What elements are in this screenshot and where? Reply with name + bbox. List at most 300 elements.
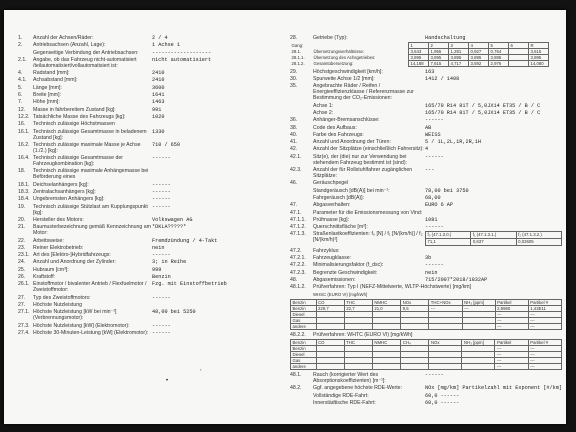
field-label: Prüfverfahren: WHTC (EURO VI) [mg/kWh] xyxy=(313,331,413,338)
field-label: Deichselanhängers [kg]: xyxy=(33,181,89,188)
field-label: Fahrzyklus: xyxy=(313,247,340,254)
field-label: Begrenzte Geschwindigkeit: xyxy=(313,269,378,276)
table-cell: 0,02605 xyxy=(516,239,561,246)
field-number: 7. xyxy=(18,99,23,106)
gear-ratio: 3,592 xyxy=(469,61,489,67)
whtc-test xyxy=(290,332,562,370)
field-number: 12. xyxy=(18,106,26,113)
field-label: Anhänger-Bremsanschlüsse: xyxy=(313,117,380,124)
gear-ratio: 3,895 xyxy=(429,55,449,61)
field-number: 38. xyxy=(290,124,298,131)
field-value: Fzg. mit Einstoffbetrieb xyxy=(152,281,227,288)
table-header-cell: NH₃ [ppm] xyxy=(462,340,495,346)
field-value: 48,00 bei 5250 xyxy=(152,309,196,316)
left-row xyxy=(18,323,280,329)
field-number: 47.1.1. xyxy=(290,216,306,223)
field-value: ------------------- xyxy=(152,49,212,56)
left-row xyxy=(18,204,280,216)
field-value: Handschaltung xyxy=(425,35,466,41)
field-number: 27. xyxy=(18,294,26,301)
table-cell: Gas xyxy=(291,317,317,323)
gear-ratio xyxy=(509,61,529,67)
gear-ratio: 3,895 xyxy=(529,55,549,61)
emissions-table xyxy=(290,339,562,370)
field-number: 2.1. xyxy=(18,56,27,63)
left-row xyxy=(18,330,280,336)
table-cell: --- xyxy=(528,323,561,329)
field-value: ------ xyxy=(152,196,171,203)
field-label: Arbeitsweise: xyxy=(33,237,64,244)
test-heading xyxy=(290,284,562,290)
field-number: 47.1.3. xyxy=(290,231,306,238)
document-page xyxy=(4,10,566,424)
field-value: ------ xyxy=(152,189,171,196)
right-row xyxy=(290,117,562,123)
field-number: 47. xyxy=(290,202,298,209)
field-number: 18. xyxy=(18,168,26,175)
right-row xyxy=(290,393,562,399)
field-number: 36. xyxy=(290,117,298,124)
field-label: Höchste Nutzleistung [kW bei min⁻¹] (Verbrennungsmotor): xyxy=(33,309,117,322)
right-row xyxy=(290,224,562,230)
field-label: Länge [mm]: xyxy=(33,84,62,91)
gear-number: 5 xyxy=(489,43,509,49)
left-row xyxy=(18,42,280,48)
field-label: Prüfverfahren: Typ I (NEFZ-Mittelwerte, WLTP-Höchstwerte) [mg/km] xyxy=(313,284,472,291)
right-row xyxy=(290,125,562,131)
field-value: 2 / 4 xyxy=(152,35,168,41)
table-cell: --- xyxy=(528,346,561,352)
field-value: --- xyxy=(425,167,435,174)
field-value: *DKLA?????* xyxy=(152,224,187,231)
left-row xyxy=(18,114,280,120)
table-header-cell: Partikel xyxy=(495,299,528,305)
field-number: 20. xyxy=(18,216,26,223)
left-row xyxy=(18,259,280,265)
field-number: 27. xyxy=(18,301,26,308)
gear-ratio: 3,895 xyxy=(469,55,489,61)
field-number: 19. xyxy=(18,203,26,210)
field-label: Technisch zulässige Gesamtmasse der Fahrzeugkombination [kg]: xyxy=(33,155,123,168)
field-label: Höchste Nutzleistung [kW] (Elektromotor): xyxy=(33,322,130,329)
field-value: 78,00 bei 3750 xyxy=(425,187,469,194)
table-cell: --- xyxy=(429,305,462,311)
field-number: 30. xyxy=(290,76,298,83)
left-row xyxy=(18,99,280,105)
resistance-row xyxy=(290,231,562,246)
gear-ratio: 0,764 xyxy=(489,49,509,55)
right-row xyxy=(290,154,562,166)
field-label: WHSC (EURO VI) [mg/kWh] xyxy=(313,291,368,297)
type-1-test xyxy=(290,284,562,330)
gear-ratio: 3,895 xyxy=(489,55,509,61)
field-value: 60,0 ------ xyxy=(425,392,460,399)
field-label: Spurweite Achse 1/2 [mm]: xyxy=(313,76,375,83)
left-row xyxy=(18,309,280,321)
table-cell xyxy=(462,323,495,329)
field-number: 42. xyxy=(290,146,298,153)
left-row xyxy=(18,35,280,41)
field-label: Gegenseitige Verbindung der Antriebsachsen: xyxy=(33,49,139,56)
gear-number: 6 xyxy=(509,43,529,49)
field-number: 12.2. xyxy=(18,113,30,120)
table-cell: Benzin xyxy=(291,305,317,311)
right-row xyxy=(290,270,562,276)
gear-label: Gang: xyxy=(291,43,304,49)
field-label: Rauch (korrigierter Wert des Absorptionskoeffizienten) [m⁻¹]: xyxy=(313,372,386,385)
field-number: 6. xyxy=(18,92,23,99)
field-label: Querschnittsfläche [m²]: xyxy=(313,224,368,231)
field-number: 46. xyxy=(290,180,298,187)
right-row xyxy=(290,110,562,116)
right-row xyxy=(290,195,562,201)
field-label: Innerstädtische RDE-Fahrt: xyxy=(313,400,376,406)
field-value: ------ xyxy=(152,322,171,329)
field-value: AB xyxy=(425,124,432,131)
field-label: Gesamtübersetzung: xyxy=(313,61,354,67)
field-label: Vollständige RDE-Fahrt: xyxy=(313,392,369,399)
page-mark: , xyxy=(200,366,202,372)
table-cell: --- xyxy=(528,317,561,323)
field-label: Breite [mm]: xyxy=(33,92,61,99)
right-row xyxy=(290,69,562,75)
right-row xyxy=(290,202,562,208)
table-cell xyxy=(429,364,462,370)
field-label: Anzahl der Sitzplätze (einschließlich Fahrersitz): xyxy=(313,146,424,153)
field-label: Höchstgeschwindigkeit [km/h]: xyxy=(313,68,383,75)
gear-number: 4 xyxy=(469,43,489,49)
field-label: Technisch zulässige maximale Masse je Achse (1./2.) [kg]: xyxy=(33,141,141,154)
test-heading xyxy=(290,332,562,338)
left-row xyxy=(18,107,280,113)
right-row xyxy=(290,217,562,223)
left-row xyxy=(18,85,280,91)
field-value: 165/70 R14 81T / 5,0JX14 ET35 / B / C xyxy=(425,102,541,109)
field-label: Farbe des Fahrzeugs: xyxy=(313,131,364,138)
right-row xyxy=(290,188,562,194)
field-label: Fahrzeugklasse: xyxy=(313,255,352,262)
table-cell: Diesel xyxy=(291,311,317,317)
field-label: Technisch zulässige Höchstmassen xyxy=(33,121,115,128)
field-number: 18.1. xyxy=(18,181,30,188)
field-label: Anzahl und Anordnung der Türen: xyxy=(313,139,391,146)
table-header-cell: THC xyxy=(344,299,372,305)
field-label: Einstoffmotor / bivalenter Antrieb / Flexfuelmotor / Zweistoffmotor: xyxy=(33,281,147,294)
table-cell: --- xyxy=(528,358,561,364)
table-cell: --- xyxy=(495,346,528,352)
field-value: ------ xyxy=(152,329,171,336)
right-row xyxy=(290,210,562,216)
field-value: ------ xyxy=(152,294,171,301)
field-number: 47.1. xyxy=(290,209,302,216)
field-value: Fremdzündung / 4-Takt xyxy=(152,237,218,244)
field-number: 27.3. xyxy=(18,322,30,329)
table-cell xyxy=(316,364,344,370)
field-number: 16.4. xyxy=(18,155,30,162)
field-value: 1463 xyxy=(152,99,165,106)
field-label: Baumusterbezeichnung gemäß Kennzeichnung am Motor: xyxy=(33,224,151,237)
right-row xyxy=(290,146,562,152)
field-number: 22. xyxy=(18,237,26,244)
field-label: Radstand [mm]: xyxy=(33,70,70,77)
gear-ratio: 14,188 xyxy=(409,61,429,67)
field-label: Anzahl und Anordnung der Zylinder: xyxy=(33,259,116,266)
field-value: 1412 / 1408 xyxy=(425,76,460,83)
field-number: 42.3. xyxy=(290,167,302,174)
field-value: ------ xyxy=(152,203,171,210)
table-header-row xyxy=(426,232,562,239)
gear-ratio: 4,717 xyxy=(449,61,469,67)
field-label: Typ des Zweistoffmotors: xyxy=(33,294,91,301)
gear-ratio: 1,955 xyxy=(429,49,449,55)
gear-row xyxy=(290,61,549,67)
field-label: Parameter für die Emissionsmessung von Vind: xyxy=(313,209,423,216)
table-cell: --- xyxy=(528,364,561,370)
page-mark: • xyxy=(166,378,169,384)
field-number: 48. xyxy=(290,276,298,283)
left-row xyxy=(18,92,280,98)
table-header-cell: Partikel # xyxy=(528,340,561,346)
table-cell: 22,7 xyxy=(344,305,372,311)
right-row xyxy=(290,248,562,254)
field-number: 5. xyxy=(18,84,23,91)
left-row xyxy=(18,224,280,236)
gear-ratio: 3,615 xyxy=(529,49,549,55)
left-row xyxy=(18,121,280,127)
table-cell: 229,7 xyxy=(316,305,344,311)
left-row xyxy=(18,295,280,301)
field-number: 35. xyxy=(290,83,298,90)
field-number: 23. xyxy=(18,244,26,251)
table-cell: Diesel xyxy=(291,352,317,358)
field-number: 47.2. xyxy=(290,247,302,254)
gear-number: 2 xyxy=(429,43,449,49)
field-value: ------ xyxy=(152,155,171,162)
field-label: Straßenlastkoeffizienten: f₀ [N] / f₁ [N/(km/h)] / f₂ [N/(km/h)²] xyxy=(313,231,423,244)
field-number: 48.2. xyxy=(290,385,302,392)
table-header-cell: f₀ (47.1.3.0.) xyxy=(426,232,471,239)
table-cell: --- xyxy=(528,352,561,358)
field-label: Übersetzungsverhältnisse: xyxy=(313,49,365,55)
field-label: Minimalisierungsfaktor (f_dsc): xyxy=(313,262,384,269)
field-value: 68,00 xyxy=(425,194,441,201)
table-cell xyxy=(372,364,400,370)
field-label: Ggf. angegebene höchste RDE-Werte: xyxy=(313,385,403,392)
gear-ratio: 2,976 xyxy=(489,61,509,67)
field-number: 23.1. xyxy=(18,252,30,259)
field-label: Art des [Elektro-]Hybridfahrzeugs: xyxy=(33,252,111,259)
field-number: 26. xyxy=(18,274,26,281)
table-cell: --- xyxy=(495,317,528,323)
left-row xyxy=(18,129,280,141)
field-label: Reiner Elektrobetrieb: xyxy=(33,244,84,251)
field-number: 4. xyxy=(18,70,23,77)
gear-ratio: 1,281 xyxy=(449,49,469,55)
table-header-cell: THC+NOx xyxy=(429,299,462,305)
left-row xyxy=(18,70,280,76)
field-label: Antriebsachsen (Anzahl, Lage): xyxy=(33,42,106,49)
table-header-cell: f₁ (47.1.3.1.) xyxy=(471,232,516,239)
table-header-cell: f₂ (47.1.3.2.) xyxy=(516,232,561,239)
field-value: 1641 xyxy=(152,92,165,99)
table-header-cell: THC xyxy=(344,340,372,346)
field-value: ------ xyxy=(152,252,171,259)
table-cell: 0,637 xyxy=(471,239,516,246)
gear-ratio: 3,643 xyxy=(409,49,429,55)
field-number: 16.1. xyxy=(18,128,30,135)
gear-table xyxy=(290,42,549,67)
field-number: 48.1. xyxy=(290,372,302,379)
table-header-cell: CH₄ xyxy=(401,340,429,346)
field-number: 41. xyxy=(290,139,298,146)
field-value: 163 xyxy=(425,68,435,75)
field-number: 25. xyxy=(18,266,26,273)
field-label: Zentralachsanhängers [kg]: xyxy=(33,189,96,196)
table-cell xyxy=(372,323,400,329)
gear-ratio: 7,615 xyxy=(429,61,449,67)
field-value: EURO 6 AP xyxy=(425,202,454,209)
left-row xyxy=(18,281,280,293)
field-number: 47.2.3. xyxy=(290,269,306,276)
field-label: Masse in fahrbereitem Zustand [kg]: xyxy=(33,106,116,113)
field-label: Technisch zulässige Stützlast am Kupplungspunkt [kg]: xyxy=(33,203,148,216)
table-cell: --- xyxy=(495,323,528,329)
field-value: Volkswagen AG xyxy=(152,216,193,223)
test-subheading xyxy=(290,292,562,298)
field-label: Anzahl der für Rollstuhlfahrer zugänglichen Sitzplätze: xyxy=(313,167,413,180)
field-number: 2. xyxy=(18,42,23,49)
field-number: 42.1. xyxy=(290,153,302,160)
left-row xyxy=(18,267,280,273)
field-number: 28.1.2. xyxy=(291,61,305,67)
table-row xyxy=(291,323,562,329)
field-label: Anzahl der Achsen/Räder: xyxy=(33,35,94,41)
field-value: 3; in Reihe xyxy=(152,259,187,266)
field-value: ------ xyxy=(425,117,444,124)
field-value: ------ xyxy=(152,181,171,188)
field-value: ------ xyxy=(425,262,444,269)
right-row xyxy=(290,385,562,391)
field-label: Code des Aufbaus: xyxy=(313,124,357,131)
field-label: Abgasemissionen: xyxy=(313,276,356,283)
table-header-cell: Benzin xyxy=(291,340,317,346)
resistance-values xyxy=(425,231,562,246)
field-number: 28.1. xyxy=(291,49,302,55)
right-row xyxy=(290,167,562,179)
field-value: ------ xyxy=(425,224,444,231)
field-label: Technisch zulässige Gesamtmasse in beladenem Zustand [kg]: xyxy=(33,128,147,141)
field-number: 27.4. xyxy=(18,329,30,336)
table-cell: --- xyxy=(528,311,561,317)
field-value: 715/2007*2018/1832AP xyxy=(425,276,488,283)
table-header-cell: Partikel # xyxy=(528,299,561,305)
field-value: 1330 xyxy=(152,128,165,135)
table-cell: --- xyxy=(495,352,528,358)
table-cell: 71,1 xyxy=(426,239,471,246)
table-row xyxy=(426,239,562,246)
field-value: WEISS xyxy=(425,131,441,138)
right-row xyxy=(290,180,562,186)
field-value: 710 / 650 xyxy=(152,141,181,148)
field-value: nein xyxy=(425,269,438,276)
field-number: 4.1. xyxy=(18,77,27,84)
field-label: Prüfmasse [kg]: xyxy=(313,216,350,223)
gear-ratio: 3,895 xyxy=(409,55,429,61)
field-number: 47.2.2. xyxy=(290,262,306,269)
field-number: 18.3. xyxy=(18,189,30,196)
field-label: Getriebe (Typ): xyxy=(313,35,348,41)
left-row xyxy=(18,189,280,195)
field-number: 18.4. xyxy=(18,196,30,203)
field-number: 26.1. xyxy=(18,281,30,288)
field-value: 1 Achse 1 xyxy=(152,42,181,49)
field-value: 5 / 1L,2L,1R,2R,1H xyxy=(425,139,482,146)
field-number: 24. xyxy=(18,259,26,266)
field-number: 29. xyxy=(290,68,298,75)
table-cell xyxy=(344,323,372,329)
gear-ratio: 14,080 xyxy=(529,61,549,67)
table-cell: --- xyxy=(495,364,528,370)
left-column xyxy=(18,35,280,337)
field-label: Tatsächliche Masse des Fahrzeugs [kg]: xyxy=(33,113,126,120)
left-row xyxy=(18,238,280,244)
gear-number: 3 xyxy=(449,43,469,49)
field-label: Übersetzung des Achsgetriebes: xyxy=(313,55,376,61)
table-header-cell: Partikel xyxy=(495,340,528,346)
table-header-cell: NMHC xyxy=(372,340,400,346)
field-label: Höhe [mm]: xyxy=(33,99,60,106)
table-cell: andere xyxy=(291,323,317,329)
gear-number: 1 xyxy=(409,43,429,49)
table-header-cell: CO xyxy=(316,340,344,346)
resistance-table xyxy=(425,231,562,246)
field-label: Technisch zulässige maximale Anhängemasse bei Beförderung eines xyxy=(33,168,149,181)
left-row xyxy=(18,217,280,223)
table-cell: --- xyxy=(462,305,495,311)
field-number: 47.1.2. xyxy=(290,224,306,231)
table-header-cell: NOx xyxy=(429,340,462,346)
field-label: Hersteller des Motors: xyxy=(33,216,84,223)
table-header-cell: NOx xyxy=(401,299,429,305)
table-header-cell: NH₃ [ppm] xyxy=(462,299,495,305)
gear-ratio: 0,927 xyxy=(469,49,489,55)
table-cell: --- xyxy=(495,311,528,317)
field-number: 27.1. xyxy=(18,309,30,316)
table-cell xyxy=(401,364,429,370)
field-value: Benzin xyxy=(152,274,171,281)
table-header-cell: CO xyxy=(316,299,344,305)
left-row xyxy=(18,50,280,56)
field-number: 40. xyxy=(290,131,298,138)
table-cell xyxy=(401,323,429,329)
field-value: ------ xyxy=(425,153,444,160)
table-cell: --- xyxy=(495,358,528,364)
left-row xyxy=(18,142,280,154)
gear-number: R xyxy=(529,43,549,49)
field-label: Hubraum [cm³]: xyxy=(33,266,69,273)
field-value: 60,0 ------ xyxy=(425,400,460,406)
field-value: 999 xyxy=(152,266,162,273)
field-value: 2410 xyxy=(152,77,165,84)
field-label: Geräuschpegel xyxy=(313,180,349,187)
right-column xyxy=(290,35,562,407)
field-number: 21. xyxy=(18,224,26,231)
field-label: Kraftstoff: xyxy=(33,274,56,281)
right-row xyxy=(290,255,562,261)
table-cell xyxy=(429,323,462,329)
right-row xyxy=(290,83,562,101)
emissions-table xyxy=(290,299,562,330)
